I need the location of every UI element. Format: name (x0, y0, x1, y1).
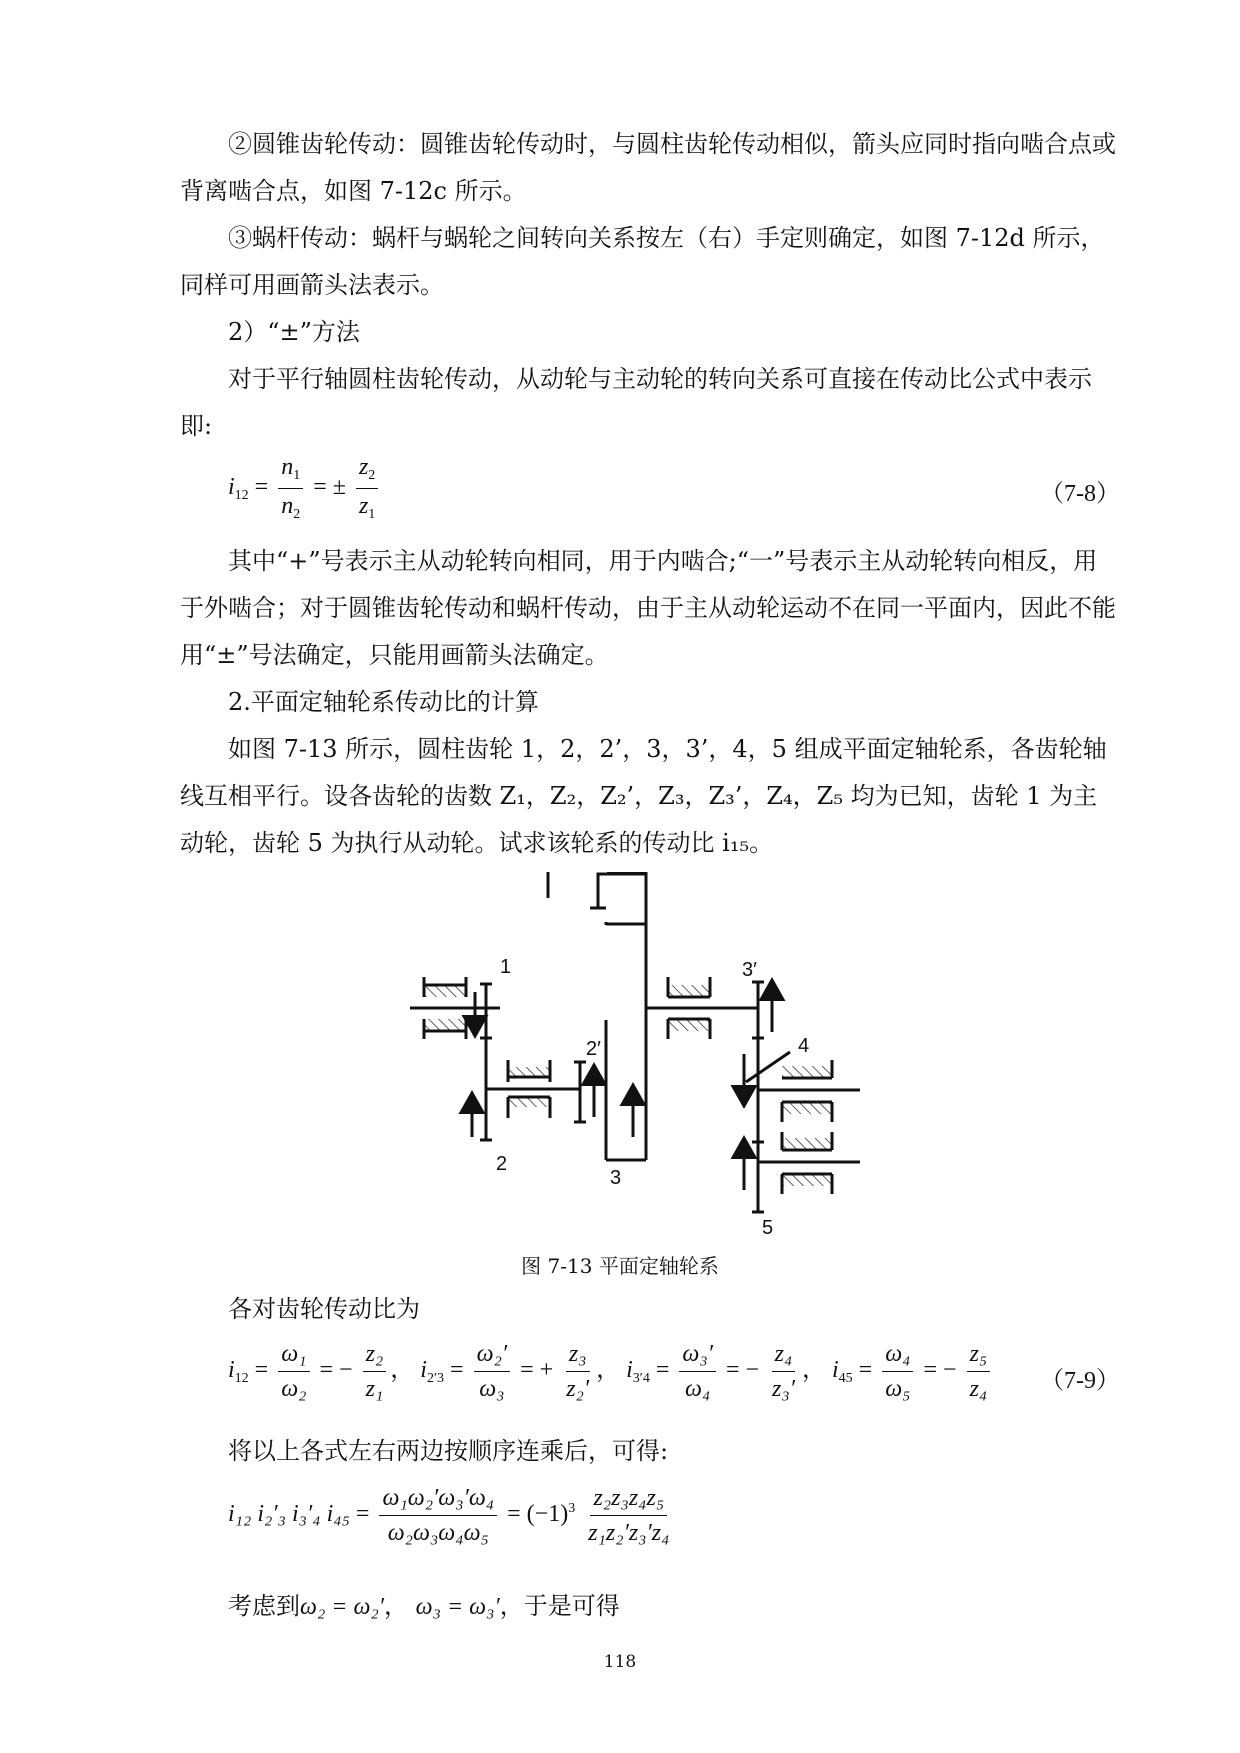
fraction-z2-z1: $\frac{z_2}{z_1}$ (356, 455, 378, 522)
equation-7-9: $i_{12}$ = $\frac{\text{ω₁}}{\text{ω₂}}$ = − $\frac{\text{z₂}}{\text{z₁}}$ ， $i_{2'3}$ = $\frac{\text{ω₂′}}{\text{ω₃}}$ = + $\frac{\text{z₃}}{\text{z₂′}}$ ， $i_{3'4}$ = $\frac{\text{ω₃′}}{\text{ω₄}}$ = − $\frac{\text{z₄}}{\text{z₃′}}$ ， $i_{45}$ = $\frac{\text{ω₄}}{\text{ω₅}}$ = − $\frac{\text{z₅}}{\text{z₄}}$ （7-9） (228, 1341, 1120, 1402)
gear-2-assembly (472, 1038, 580, 1140)
equation-7-8: $i_{12}$ = $\frac{n_1}{n_2}$ = ± $\frac{z_2}{z_1}$ （7-8） (228, 454, 1120, 522)
fraction-n1-n2: $\frac{n_1}{n_2}$ (278, 455, 303, 522)
equation-number: （7-8） (1040, 481, 1120, 507)
paragraph-multiply: 将以上各式左右两边按顺序连乘后，可得: (228, 1437, 669, 1465)
paragraph-bevel-gear: ②圆锥齿轮传动：圆锥齿轮传动时，与圆柱齿轮传动相似，箭头应同时指向啮合点或背离啮合点，如图 7-12c 所示。 (180, 130, 1116, 205)
heading-plane-gear-train: 2.平面定轴轮系传动比的计算 (228, 688, 539, 716)
label-gear-1: 1 (500, 956, 512, 978)
gear-1-assembly (410, 977, 500, 1039)
gear-3prime-assembly (646, 977, 772, 1039)
gear-5-assembly (744, 1132, 860, 1212)
equation-product: i₁₂ i₂′₃ i₃′₄ i₄₅ = $\frac{\text{ω₁ω₂′ω₃′ω₄}}{\text{ω₂ω₃ω₄ω₅}}$ = $(-1)^3$ $\frac{\text{z₂z₃z₄z₅}}{\text{z₁z₂′z₃′z₄}}$ (228, 1485, 670, 1546)
gear-3-output-stub (590, 872, 660, 932)
label-gear-3prime: 3′ (742, 959, 757, 981)
paragraph-sign-meaning: 其中“+”号表示主从动轮转向相同，用于内啮合;“一”号表示主从动轮转向相反，用于外啮合；对于圆锥齿轮传动和蜗杆传动，由于主从动轮运动不在同一平面内，因此不能用“±”号法确定，只能用画箭头法确定。 (180, 547, 1116, 669)
label-gear-2: 2 (496, 1153, 508, 1175)
label-gear-4: 4 (798, 1035, 810, 1057)
heading-plus-minus-method: 2）“±”方法 (228, 318, 360, 346)
figure-caption: 图 7-13 平面定轴轮系 (521, 1254, 719, 1278)
paragraph-parallel-axis: 对于平行轴圆柱齿轮传动，从动轮与主动轮的转向关系可直接在传动比公式中表示即: (180, 365, 1092, 440)
gear-2prime-assembly (574, 1062, 594, 1122)
paragraph-each-ratio: 各对齿轮传动比为 (228, 1295, 420, 1323)
paragraph-worm-gear: ③蜗杆传动：蜗杆与蜗轮之间转向关系按左（右）手定则确定，如图 7-12d 所示，同样可用画箭头法表示。 (180, 224, 1105, 299)
equation-number: （7-9） (1040, 1368, 1120, 1394)
label-gear-3: 3 (610, 1167, 622, 1189)
label-gear-5: 5 (762, 1217, 774, 1239)
page-number: 118 (603, 1652, 637, 1672)
paragraph-consider: 考虑到ω₂ = ω₂′， ω₃ = ω₃′，于是可得 (228, 1592, 620, 1620)
paragraph-problem-statement: 如图 7-13 所示，圆柱齿轮 1，2，2’，3，3’，4，5 组成平面定轴轮系，各齿轮轴线互相平行。设各齿轮的齿数 Z₁，Z₂，Z₂’，Z₃，Z₃’，Z₄，Z₅ 均为已知，齿轮 1 为主动轮，齿轮 5 为执行从动轮。试求该轮系的传动比 i₁₅。 (180, 735, 1107, 857)
label-gear-2prime: 2′ (586, 1038, 601, 1060)
